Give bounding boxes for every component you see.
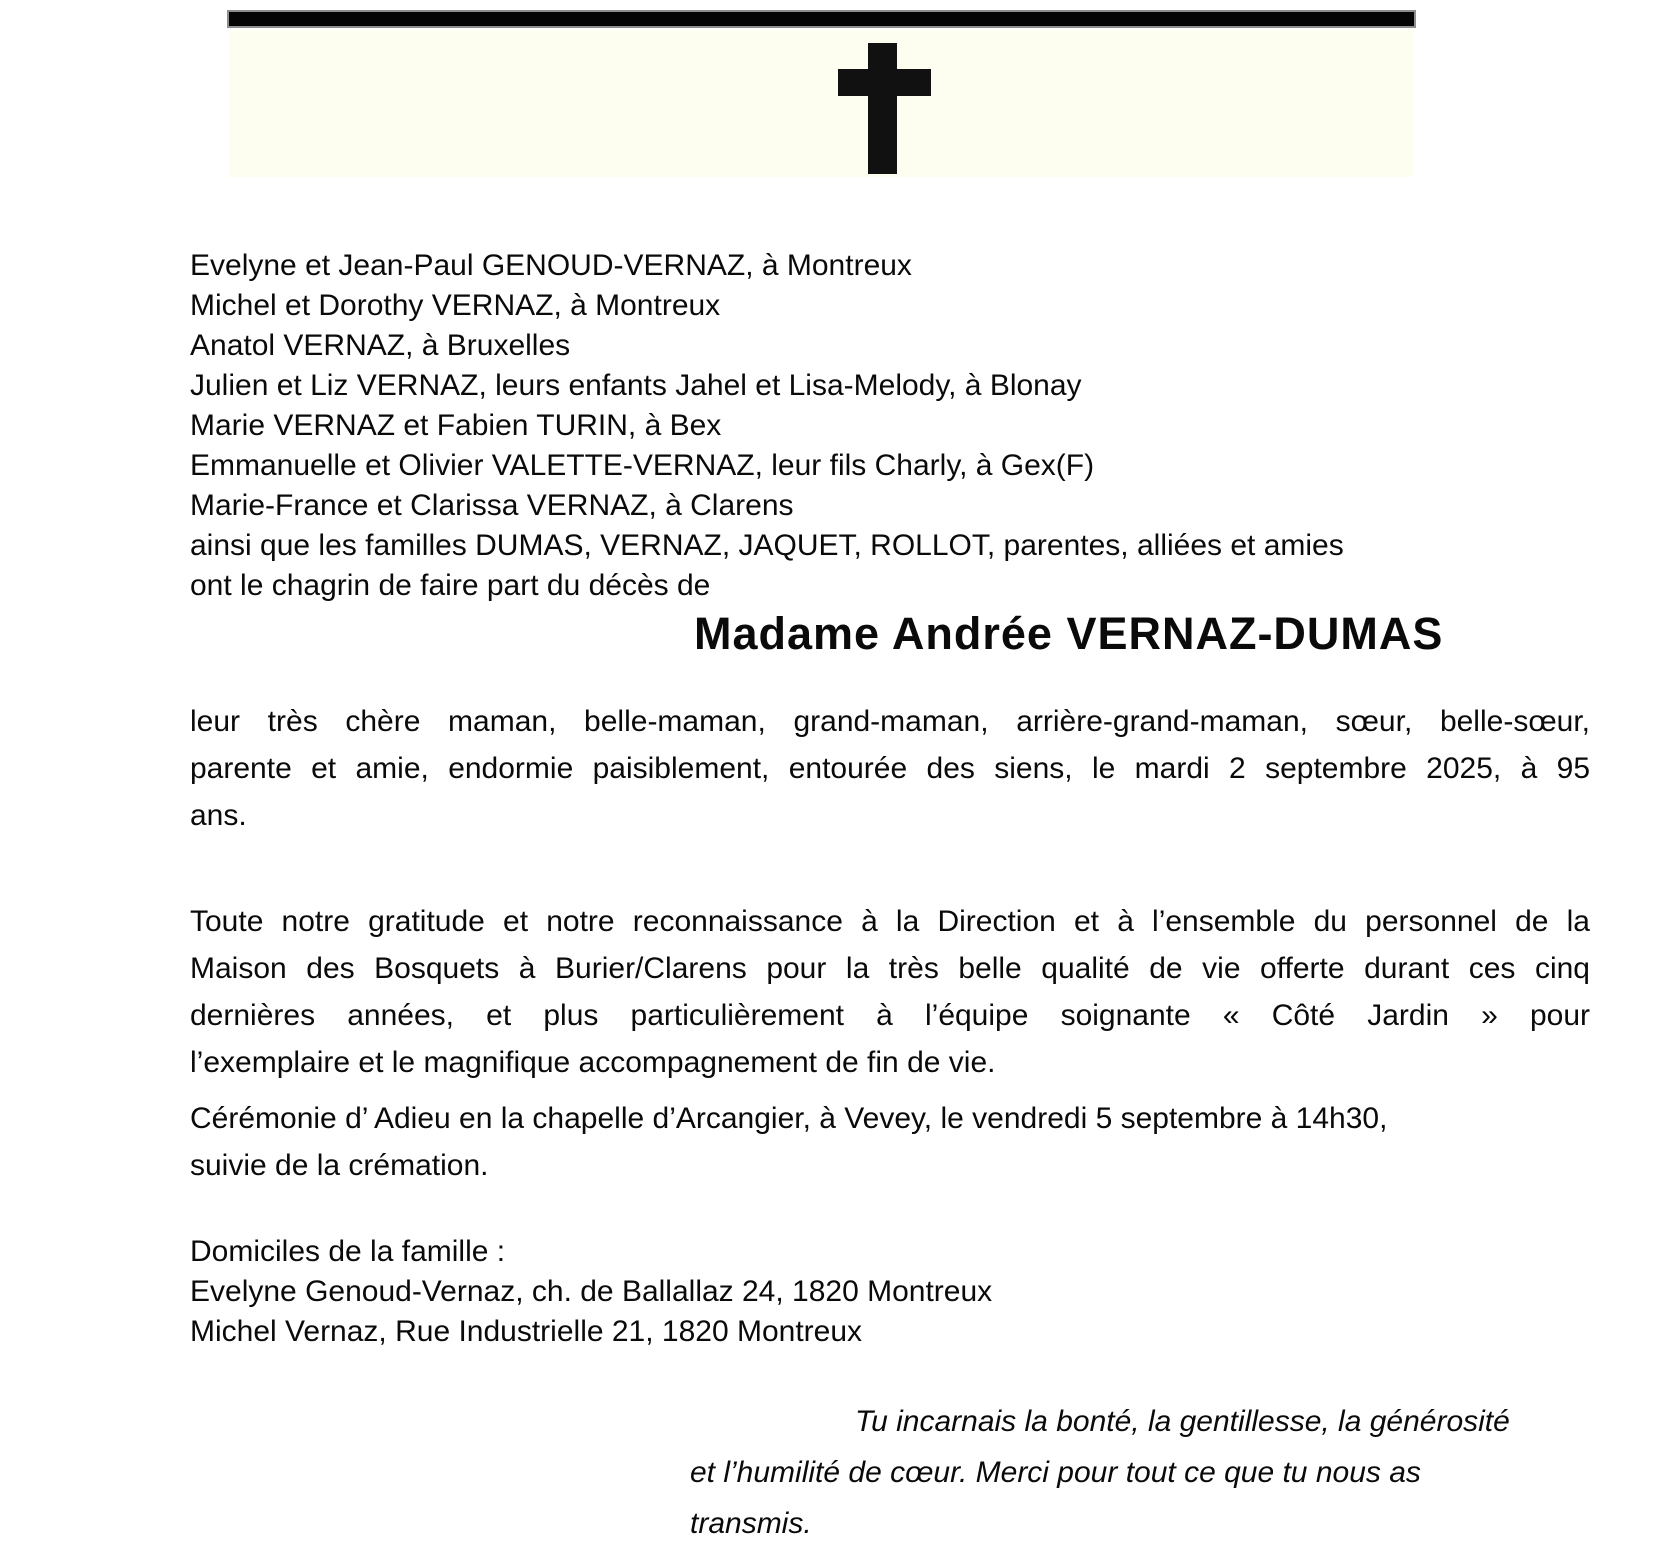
family-addresses-line: Michel Vernaz, Rue Industrielle 21, 1820 Montreux: [190, 1315, 863, 1348]
latin-cross-icon: [230, 30, 1413, 177]
paragraph-gratitude-line: dernières années, et plus particulièrement à l’équipe soignante « Côté Jardin » pour: [190, 999, 1590, 1032]
family-list-line: Emmanuelle et Olivier VALETTE-VERNAZ, leur fils Charly, à Gex(F): [190, 449, 1095, 482]
closing-quote: [690, 1396, 1520, 1549]
paragraph-gratitude-line: Maison des Bosquets à Burier/Clarens pour la très belle qualité de vie offerte durant ces cinq: [190, 952, 1590, 985]
family-list-line: Julien et Liz VERNAZ, leurs enfants Jahel et Lisa-Melody, à Blonay: [190, 369, 1082, 402]
closing-quote-line: et l’humilité de cœur. Merci pour tout ce que tu nous as: [690, 1456, 1421, 1489]
paragraph-ceremony-line: suivie de la crémation.: [190, 1149, 489, 1182]
paragraph-maman-line: leur très chère maman, belle-maman, grand-maman, arrière-grand-maman, sœur, belle-sœur,: [190, 705, 1590, 738]
family-list-line: Marie VERNAZ et Fabien TURIN, à Bex: [190, 409, 722, 442]
paragraph-maman: [190, 698, 1590, 839]
banner-panel: [230, 30, 1413, 177]
paragraph-gratitude-line: l’exemplaire et le magnifique accompagnement de fin de vie.: [190, 1046, 996, 1079]
deceased-name-title: Madame Andrée VERNAZ-DUMAS: [694, 608, 1444, 659]
paragraph-gratitude-line: Toute notre gratitude et notre reconnaissance à la Direction et à l’ensemble du personnel de la: [190, 905, 1590, 938]
paragraph-maman-line: ans.: [190, 799, 247, 832]
family-list-line: ont le chagrin de faire part du décès de: [190, 569, 711, 602]
paragraph-ceremony: [190, 1095, 1590, 1189]
family-list: [190, 246, 1590, 606]
cross-vertical-bar: [868, 43, 897, 174]
cross-horizontal-bar: [838, 69, 931, 96]
paragraph-ceremony-line: Cérémonie d’ Adieu en la chapelle d’Arcangier, à Vevey, le vendredi 5 septembre à 14h30,: [190, 1102, 1388, 1135]
family-list-line: ainsi que les familles DUMAS, VERNAZ, JAQUET, ROLLOT, parentes, alliées et amies: [190, 529, 1344, 562]
family-list-line: Marie-France et Clarissa VERNAZ, à Clarens: [190, 489, 794, 522]
family-list-line: Michel et Dorothy VERNAZ, à Montreux: [190, 289, 721, 322]
family-addresses: [190, 1232, 1590, 1352]
paragraph-maman-line: parente et amie, endormie paisiblement, entourée des siens, le mardi 2 septembre 2025, à 95: [190, 752, 1590, 785]
paragraph-gratitude: [190, 898, 1590, 1086]
family-list-line: Evelyne et Jean-Paul GENOUD-VERNAZ, à Montreux: [190, 249, 912, 282]
closing-quote-line: transmis.: [690, 1507, 812, 1540]
family-addresses-line: Domiciles de la famille :: [190, 1235, 506, 1268]
family-list-line: Anatol VERNAZ, à Bruxelles: [190, 329, 571, 362]
top-black-bar: [227, 10, 1416, 28]
family-addresses-line: Evelyne Genoud-Vernaz, ch. de Ballallaz 24, 1820 Montreux: [190, 1275, 993, 1308]
closing-quote-line: Tu incarnais la bonté, la gentillesse, la générosité: [855, 1405, 1510, 1438]
